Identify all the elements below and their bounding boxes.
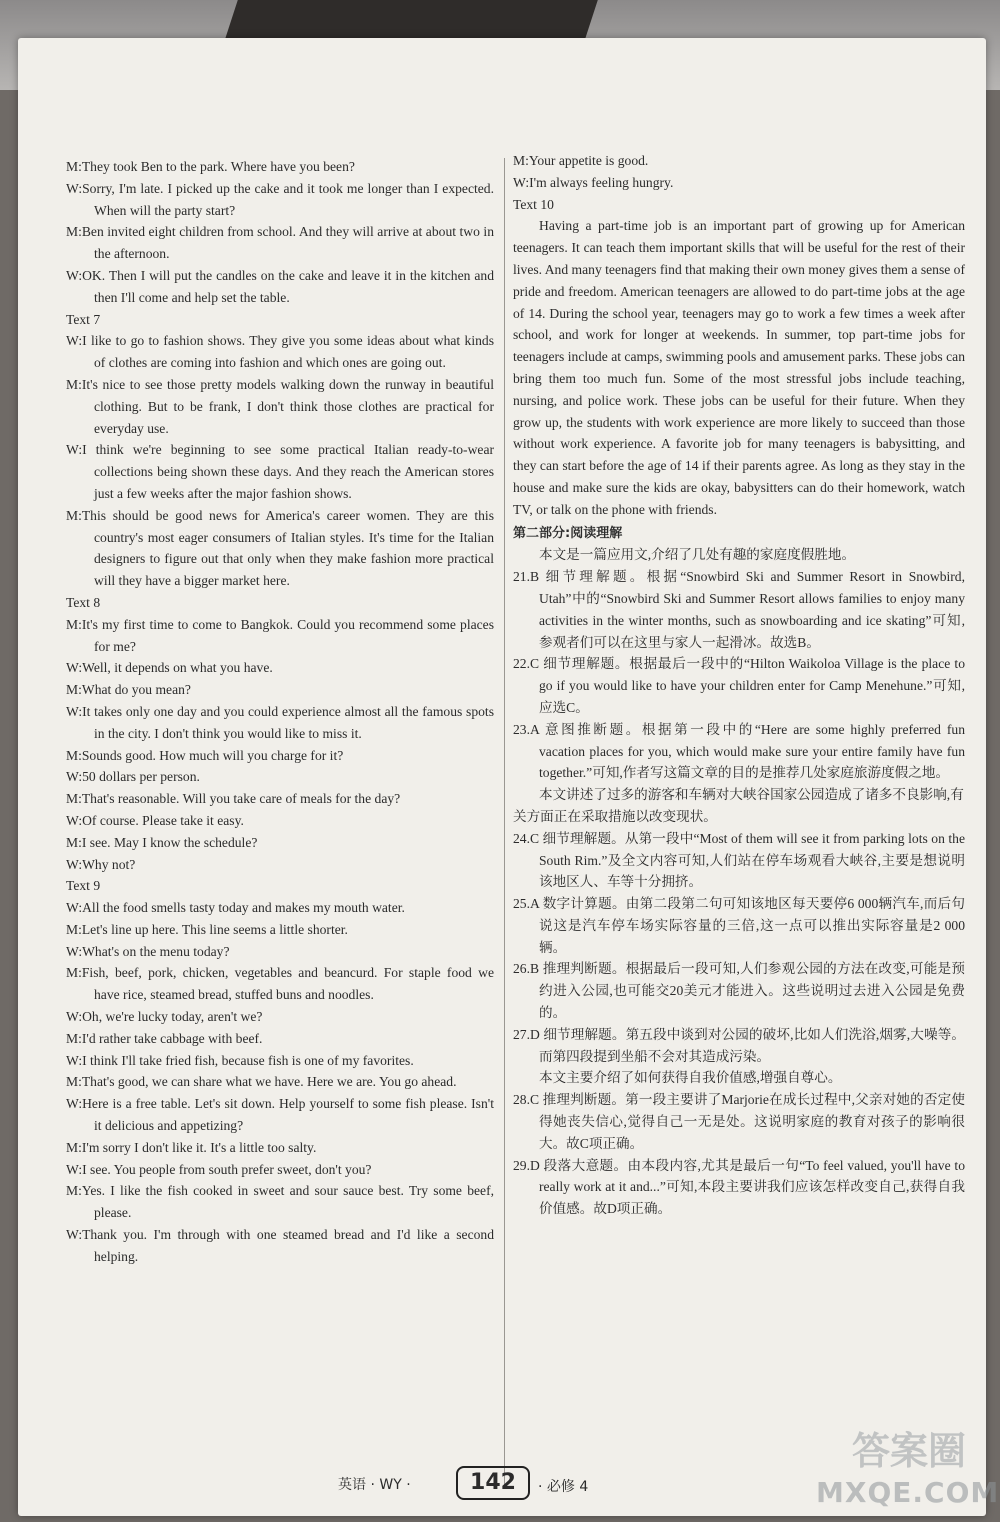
left-column: [66, 156, 494, 1268]
left-column-paragraph: M:I'd rather take cabbage with beef.: [66, 1030, 263, 1046]
left-column-paragraph: W:I see. You people from south prefer sweet, don't you?: [66, 1161, 372, 1177]
page-footer: [338, 1466, 638, 1502]
right-column-paragraph: 28.C 推理判断题。第一段主要讲了Marjorie在成长过程中,父亲对她的否定使得她丧失信心,觉得自己一无是处。这说明家庭的教育对孩子的影响很大。故C项正确。: [513, 1092, 965, 1151]
left-column-paragraph: W:Sorry, I'm late. I picked up the cake and it took me longer than I expected. When will the party start?: [66, 180, 494, 218]
left-column-paragraph: Text 8: [66, 594, 101, 610]
watermark: [812, 1420, 1000, 1516]
right-column-paragraph: 23.A 意图推断题。根据第一段中的“Here are some highly preferred fun vacation places for you, which would make sure your entire family have fun together.”可知,作者写这篇文章的目的是推荐几处家庭旅游度假之地。: [513, 721, 965, 781]
left-column-paragraph: M:Yes. I like the fish cooked in sweet and sour sauce best. Try some beef, please.: [66, 1183, 494, 1221]
right-column-paragraph: 22.C 细节理解题。根据最后一段中的“Hilton Waikoloa Village is the place to go if you would like to have your children enter for Camp Menehune.”可知,应选C。: [513, 656, 965, 715]
watermark-logo: 答案圈: [852, 1429, 967, 1473]
right-column-paragraph: M:Your appetite is good.: [513, 153, 649, 168]
left-column-paragraph: M:I see. May I know the schedule?: [66, 834, 258, 850]
right-column-paragraph: 本文是一篇应用文,介绍了几处有趣的家庭度假胜地。: [539, 547, 856, 563]
right-column-paragraph: W:I'm always feeling hungry.: [513, 174, 674, 190]
left-column-paragraph: W:I like to go to fashion shows. They give you some ideas about what kinds of clothes are coming into fashion and which ones are going out.: [66, 333, 494, 371]
left-column-paragraph: M:Let's line up here. This line seems a little shorter.: [66, 921, 348, 937]
left-column-paragraph: W:All the food smells tasty today and makes my mouth water.: [66, 900, 405, 916]
left-column-paragraph: M:This should be good news for America's career women. They are this country's most eager consumers of Italian styles. It's time for the Italian designers to figure out that only when they make fashion more practical will they have a bigger market here.: [66, 507, 494, 589]
right-column: [513, 150, 965, 1220]
left-column-paragraph: W:Thank you. I'm through with one steamed bread and I'd like a second helping.: [66, 1227, 494, 1264]
right-column-paragraph: 21.B 细节理解题。根据“Snowbird Ski and Summer Resort in Snowbird, Utah”中的“Snowbird Ski and Summer Resort allows families to enjoy many activities in the winter months, such as snowboarding and ice skating”可知,参观者们可以在这里与家人一起滑冰。故选B。: [513, 569, 965, 650]
left-column-paragraph: W:Why not?: [66, 856, 136, 872]
right-column-paragraph: 本文主要介绍了如何获得自我价值感,增强自尊心。: [539, 1070, 842, 1086]
left-column-paragraph: Text 7: [66, 311, 101, 327]
left-column-paragraph: W:Oh, we're lucky today, aren't we?: [66, 1009, 263, 1025]
left-column-paragraph: M:That's reasonable. Will you take care of meals for the day?: [66, 791, 401, 807]
left-column-paragraph: M:What do you mean?: [66, 682, 191, 698]
right-column-paragraph: 25.A 数字计算题。由第二段第二句可知该地区每天要停6 000辆汽车,而后句说这是汽车停车场实际容量的三倍,这一点可以推出实际容量是2 000辆。: [513, 896, 965, 955]
watermark-site: MXQE.COM: [816, 1476, 1000, 1509]
left-column-paragraph: W:50 dollars per person.: [66, 769, 200, 785]
left-column-paragraph: M:It's nice to see those pretty models walking down the runway in beautiful clothing. But to be frank, I don't think those clothes are practical for everyday use.: [66, 376, 494, 436]
right-column-paragraph: 27.D 细节理解题。第五段中谈到对公园的破坏,比如人们洗浴,烟雾,大噪等。而第四段提到坐船不会对其造成污染。: [513, 1026, 965, 1064]
left-column-paragraph: M:Ben invited eight children from school. And they will arrive at about two in the afternoon.: [66, 224, 494, 262]
left-column-paragraph: W:I think I'll take fried fish, because fish is one of my favorites.: [66, 1052, 414, 1068]
left-column-paragraph: Text 9: [66, 878, 101, 894]
left-column-paragraph: W:Of course. Please take it easy.: [66, 812, 244, 828]
right-column-paragraph: Text 10: [513, 196, 554, 212]
left-column-paragraph: W:Here is a free table. Let's sit down. Help yourself to some fish please. Isn't it delicious and appetizing?: [66, 1096, 494, 1134]
left-column-paragraph: W:It takes only one day and you could experience almost all the famous spots in the city. I don't think you would like to miss it.: [66, 703, 494, 741]
right-column-paragraph: 本文讲述了过多的游客和车辆对大峡谷国家公园造成了诸多不良影响,有关方面正在采取措施以改变现状。: [513, 787, 964, 824]
left-column-paragraph: W:I think we're beginning to see some practical Italian ready-to-wear collections being shown these days. And they reach the American stores just a few weeks after the major fashion shows.: [66, 442, 494, 501]
left-column-paragraph: M:That's good, we can share what we have. Here we are. You go ahead.: [66, 1074, 457, 1090]
right-column-paragraph: Having a part-time job is an important part of growing up for American teenagers. It can teach them important skills that will be useful for the rest of their lives. And many teenagers find that making their own money gives them a sense of pride and freedom. American teenagers are allowed to do part-time jobs at the age of 14. During the school year, teenagers may go to work a few times a week after school, and work for longer at weekends. In summer, top part-time jobs for teenagers include at camps, swimming pools and amusement parks. These jobs can bring them too much fun. Some of the most stressful jobs include teaching, nursing, and police work. These jobs can be useful for their future. When they grow up, the students with work experience are more likely to succeed than those without work experience. A favorite job for many teenagers is babysitting, and they can start before the age of 14 if their parents agree. As long as they stay in the house and make sure the kids are okay, babysitters can do their homework, watch TV, or talk on the phone with friends.: [513, 218, 965, 517]
right-column-paragraph: 第二部分:阅读理解: [513, 525, 623, 541]
left-column-paragraph: M:It's my first time to come to Bangkok. Could you recommend some places for me?: [66, 616, 494, 654]
footer-volume: · 必修 4: [538, 1479, 589, 1495]
left-column-paragraph: W:What's on the menu today?: [66, 943, 230, 959]
right-column-paragraph: 26.B 推理判断题。根据最后一段可知,人们参观公园的方法在改变,可能是预约进入公园,也可能交20美元才能进入。这些说明过去进入公园是免费的。: [513, 961, 965, 1021]
left-column-paragraph: M:Fish, beef, pork, chicken, vegetables and beancurd. For staple food we have rice, steamed bread, stuffed buns and noodles.: [66, 965, 494, 1003]
column-divider: [504, 158, 505, 1488]
right-column-paragraph: 24.C 细节理解题。从第一段中“Most of them will see it from parking lots on the South Rim.”及全文内容可知,人们站在停车场观看大峡谷,主要是想说明该地区人、车等十分拥挤。: [513, 830, 965, 890]
left-column-paragraph: W:Well, it depends on what you have.: [66, 660, 273, 676]
book-page: [18, 38, 986, 1516]
left-column-paragraph: W:OK. Then I will put the candles on the cake and leave it in the kitchen and then I'll come and help set the table.: [66, 267, 494, 305]
left-column-paragraph: M:I'm sorry I don't like it. It's a little too salty.: [66, 1139, 317, 1155]
left-column-paragraph: M:They took Ben to the park. Where have you been?: [66, 159, 355, 174]
right-column-paragraph: 29.D 段落大意题。由本段内容,尤其是最后一句“To feel valued, you'll have to really work at it and...”可知,本段主要讲我们应该怎样改变自己,获得自我价值感。故D项正确。: [513, 1157, 965, 1217]
page-number: 142: [456, 1466, 530, 1500]
footer-subject: 英语 · WY ·: [338, 1477, 411, 1493]
left-column-paragraph: M:Sounds good. How much will you charge for it?: [66, 747, 344, 763]
